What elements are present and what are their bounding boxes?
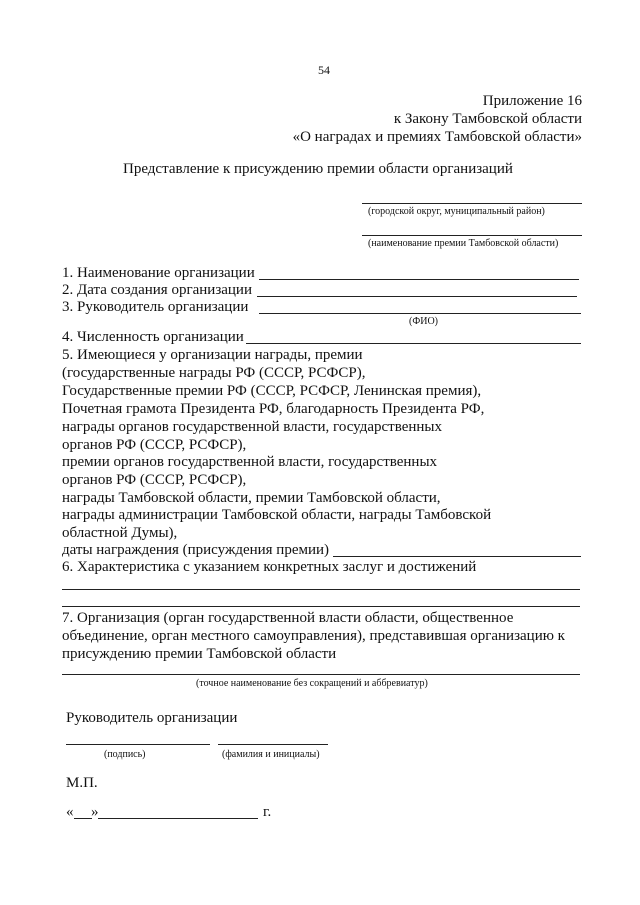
item-1-label: 1. Наименование организации (62, 265, 255, 281)
head-field-line[interactable] (259, 313, 581, 314)
characteristics-field-line-1[interactable] (62, 589, 580, 590)
prize-name-caption: (наименование премии Тамбовской области) (368, 238, 559, 249)
item-7-line-2: объединение, орган местного самоуправления), представившая организацию к (62, 628, 565, 644)
item-2-label: 2. Дата создания организации (62, 282, 252, 298)
year-suffix: г. (263, 804, 272, 820)
signature-field-line[interactable] (66, 744, 210, 745)
item-5-line-10: награды администрации Тамбовской области, награды Тамбовской (62, 507, 492, 523)
stamp-place-label: М.П. (66, 775, 98, 791)
award-dates-label: даты награждения (присуждения премии) (62, 542, 330, 558)
item-5-line-8: органов РФ (СССР, РСФСР), (62, 472, 247, 488)
item-5-line-9: награды Тамбовской области, премии Тамбовской области, (62, 490, 441, 506)
appendix-line-2: к Закону Тамбовской области (393, 111, 582, 127)
item-7-line-3: присуждению премии Тамбовской области (62, 646, 337, 662)
item-5-line-6: органов РФ (СССР, РСФСР), (62, 437, 247, 453)
submitter-field-line[interactable] (62, 674, 580, 675)
district-caption: (городской округ, муниципальный район) (368, 206, 545, 217)
fio-caption: (ФИО) (409, 316, 439, 327)
date-month-year-field-line[interactable] (98, 818, 258, 819)
item-5-line-1: 5. Имеющиеся у организации награды, премии (62, 347, 363, 363)
item-7-line-1: 7. Организация (орган государственной власти области, общественное (62, 610, 514, 626)
item-4-label: 4. Численность организации (62, 329, 244, 345)
appendix-line-1: Приложение 16 (482, 93, 582, 109)
item-6-label: 6. Характеристика с указанием конкретных заслуг и достижений (62, 559, 477, 575)
district-field-line[interactable] (362, 203, 582, 204)
item-5-line-11: областной Думы), (62, 525, 178, 541)
surname-field-line[interactable] (218, 744, 328, 745)
date-day-field-line[interactable] (74, 818, 92, 819)
head-of-organization-label: Руководитель организации (66, 710, 238, 726)
headcount-field-line[interactable] (246, 343, 581, 344)
item-5-line-5: награды органов государственной власти, государственных (62, 419, 443, 435)
org-name-field-line[interactable] (259, 279, 579, 280)
signature-caption: (подпись) (104, 749, 146, 760)
item-5-line-3: Государственные премии РФ (СССР, РСФСР, Ленинская премия), (62, 383, 482, 399)
item-5-line-4: Почетная грамота Президента РФ, благодарность Президента РФ, (62, 401, 485, 417)
exact-name-caption: (точное наименование без сокращений и аббревиатур) (196, 678, 428, 689)
surname-caption: (фамилия и инициалы) (222, 749, 320, 760)
item-5-line-7: премии органов государственной власти, государственных (62, 454, 438, 470)
document-title: Представление к присуждению премии области организаций (123, 161, 513, 177)
award-dates-field-line[interactable] (333, 556, 581, 557)
appendix-line-3: «О наградах и премиях Тамбовской области» (292, 129, 582, 145)
characteristics-field-line-2[interactable] (62, 606, 580, 607)
date-close-quote: » (91, 804, 99, 820)
creation-date-field-line[interactable] (257, 296, 577, 297)
item-5-line-2: (государственные награды РФ (СССР, РСФСР), (62, 365, 366, 381)
prize-name-field-line[interactable] (362, 235, 582, 236)
date-open-quote: « (66, 804, 74, 820)
page-number: 54 (318, 63, 330, 77)
item-3-label: 3. Руководитель организации (62, 299, 249, 315)
